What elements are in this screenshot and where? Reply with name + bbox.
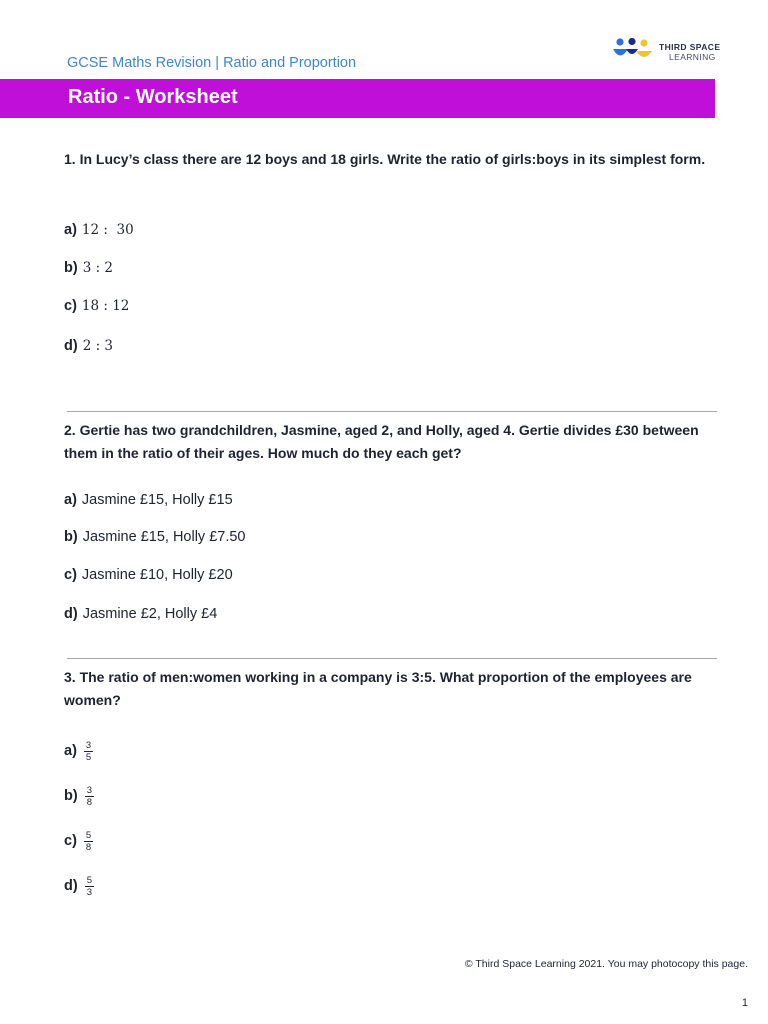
option-value: Jasmine £2, Holly £4 xyxy=(82,606,218,622)
question-2-option-c xyxy=(64,564,233,586)
logo-line-2: LEARNING xyxy=(669,52,716,62)
fraction xyxy=(84,830,93,853)
question-1-option-b xyxy=(64,257,113,279)
question-2-option-d xyxy=(64,603,217,625)
option-label: b) xyxy=(64,260,78,276)
worksheet-title: Ratio - Worksheet xyxy=(68,86,238,108)
fraction-denominator: 8 xyxy=(86,796,92,808)
question-3-option-a xyxy=(64,740,93,762)
fraction-numerator: 3 xyxy=(85,739,92,751)
question-2-option-b xyxy=(64,526,246,548)
fraction-numerator: 3 xyxy=(86,784,92,796)
section-divider xyxy=(67,411,717,412)
option-value: Jasmine £15, Holly £15 xyxy=(81,492,233,508)
fraction xyxy=(85,875,94,898)
option-label: c) xyxy=(64,833,77,849)
fraction-denominator: 8 xyxy=(85,841,92,853)
section-divider xyxy=(67,658,717,659)
copyright-notice: © Third Space Learning 2021. You may photocopy this page. xyxy=(464,958,748,970)
option-label: b) xyxy=(64,529,78,545)
question-3: 3. The ratio of men:women working in a company is 3:5. What proportion of the employees are women? xyxy=(64,669,692,708)
option-label: a) xyxy=(64,222,77,238)
question-1-option-d xyxy=(64,335,113,357)
option-value: Jasmine £10, Holly £20 xyxy=(81,567,233,583)
fraction-numerator: 5 xyxy=(86,874,92,886)
page-number: 1 xyxy=(741,997,748,1009)
option-label: a) xyxy=(64,743,77,759)
option-value: 18 : 12 xyxy=(81,298,130,314)
question-3-option-c xyxy=(64,830,93,852)
fraction xyxy=(85,785,94,808)
question-2: 2. Gertie has two grandchildren, Jasmine, aged 2, and Holly, aged 4. Gertie divides £30 between them in the ratio of their ages. How much do they each get? xyxy=(64,422,699,461)
option-value: 3 : 2 xyxy=(82,260,113,276)
fraction-numerator: 5 xyxy=(85,829,92,841)
option-label: a) xyxy=(64,492,77,508)
question-1: 1. In Lucy’s class there are 12 boys and 18 girls. Write the ratio of girls:boys in its simplest form. xyxy=(64,151,706,167)
question-3-option-d xyxy=(64,875,94,897)
fraction-denominator: 5 xyxy=(85,751,92,763)
fraction xyxy=(84,740,93,763)
option-label: d) xyxy=(64,338,78,354)
third-space-learning-logo xyxy=(611,37,731,65)
question-3-option-b xyxy=(64,785,94,807)
fraction-denominator: 3 xyxy=(86,886,92,898)
option-value: 12 : 30 xyxy=(81,222,134,238)
page-subtitle: GCSE Maths Revision | Ratio and Proportion xyxy=(67,55,357,71)
option-value: Jasmine £15, Holly £7.50 xyxy=(82,529,246,545)
logo-mark-icon xyxy=(611,37,657,65)
logo-line-1: THIRD SPACE xyxy=(659,42,721,52)
title-banner xyxy=(0,79,715,118)
question-2-option-a xyxy=(64,489,233,511)
option-label: b) xyxy=(64,788,78,804)
option-label: d) xyxy=(64,606,78,622)
option-label: d) xyxy=(64,878,78,894)
option-value: 2 : 3 xyxy=(82,338,113,354)
question-1-option-c xyxy=(64,295,129,317)
option-label: c) xyxy=(64,298,77,314)
question-1-option-a xyxy=(64,219,134,241)
option-label: c) xyxy=(64,567,77,583)
